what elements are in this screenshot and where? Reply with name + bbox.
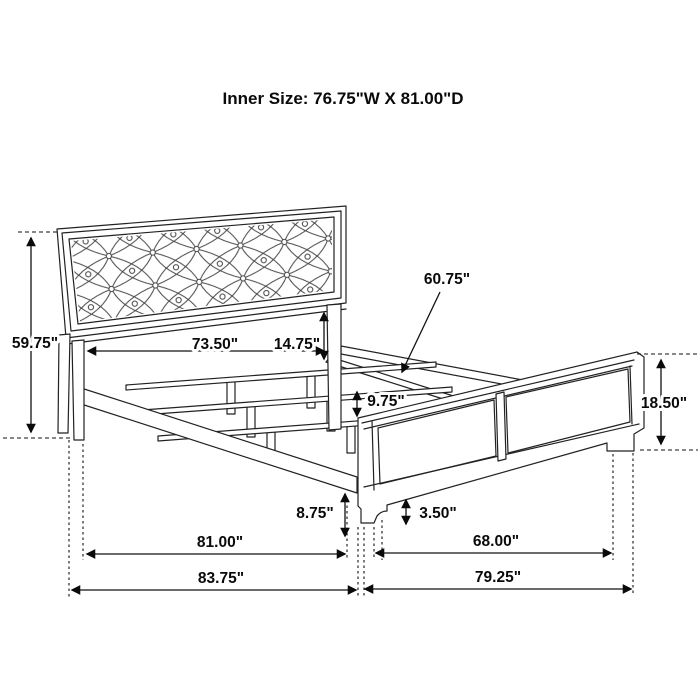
dim-label-headboard-to-rail-drop: 14.75" (273, 336, 321, 353)
dim-label-footboard-inner-width: 68.00" (472, 533, 520, 550)
dim-footboard-inner-width (376, 533, 611, 553)
dim-label-slat-rail-length: 60.75" (423, 271, 471, 288)
headboard-right-post (327, 304, 341, 430)
dim-label-inner-depth: 81.00" (196, 534, 244, 551)
dim-footboard-floor-clearance (406, 500, 457, 524)
dim-label-footboard-height: 18.50" (640, 395, 688, 412)
dim-label-footboard-overall-width: 79.25" (474, 569, 522, 586)
bed-drawing (50, 190, 644, 523)
headboard-back-left-leg (58, 334, 70, 433)
dim-label-headboard-height: 59.75" (11, 335, 59, 352)
page-title: Inner Size: 76.75"W X 81.00"D (222, 89, 464, 108)
dim-inner-depth (87, 534, 345, 554)
dim-headboard-to-rail-drop (274, 313, 324, 359)
headboard-front-left-leg (72, 340, 84, 440)
dim-label-headboard-inner-width: 73.50" (191, 336, 239, 353)
dim-label-side-rail-floor-clearance: 8.75" (296, 505, 334, 522)
footboard-center-divider (496, 392, 506, 461)
dim-slat-rail-length (402, 271, 470, 372)
projection-lines (69, 440, 633, 598)
dim-overall-depth (72, 570, 356, 590)
dim-footboard-height (637, 354, 698, 450)
dim-footboard-overall-width (365, 569, 631, 589)
dim-label-overall-depth: 83.75" (197, 570, 245, 587)
dim-label-footboard-floor-clearance: 3.50" (419, 505, 457, 522)
dim-side-rail-floor-clearance (296, 494, 345, 536)
dim-label-slat-height: 9.75" (367, 393, 405, 410)
